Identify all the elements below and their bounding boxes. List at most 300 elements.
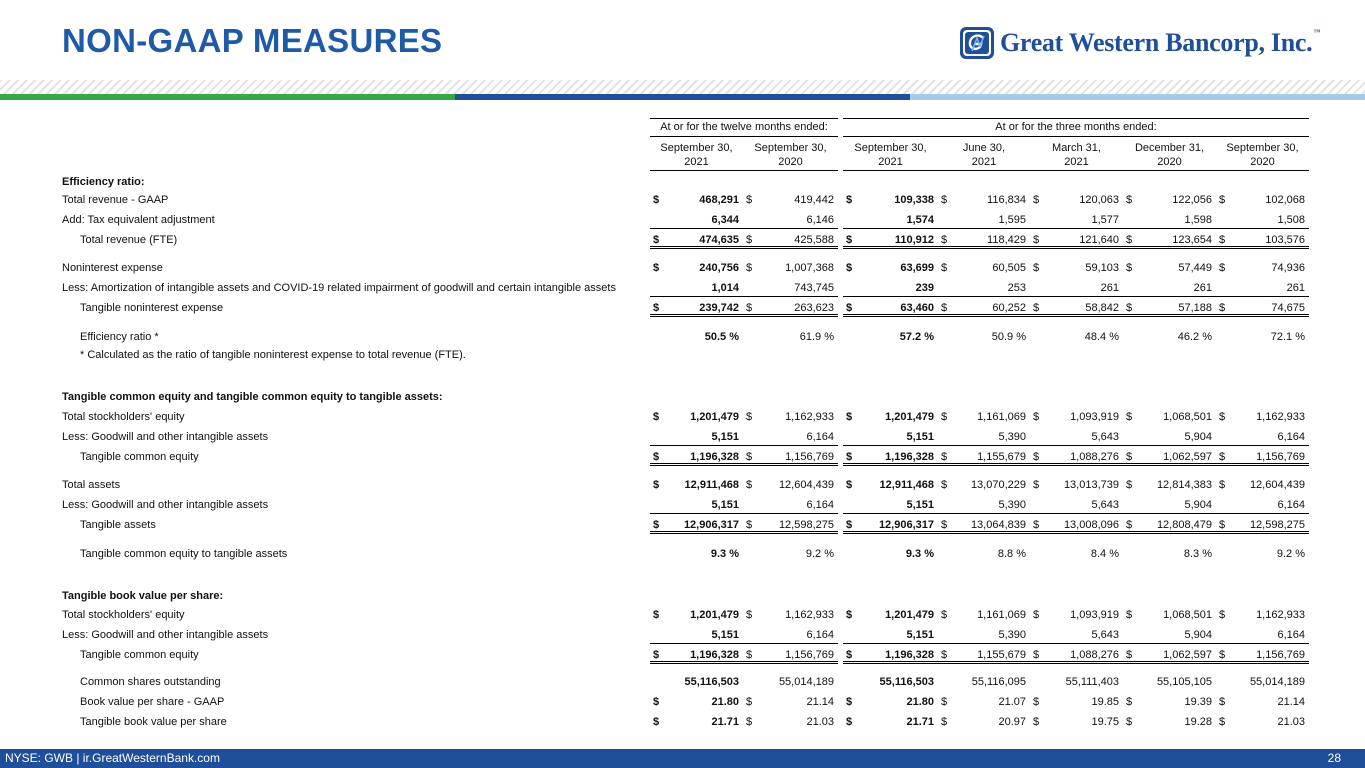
cell-value: 55,116,503 [684,676,739,688]
column-header-line2: 2021 [878,156,903,168]
currency-symbol: $ [941,451,948,463]
cell-value: 8.8 % [997,548,1026,560]
cell-value: 61.9 % [799,331,834,343]
table-cell [938,259,1030,277]
table-cell [938,448,1030,466]
currency-symbol: $ [1219,234,1226,246]
cell-value: 1,196,328 [690,451,739,463]
cell-value: 110,912 [894,234,934,246]
row-label: Tangible common equity to tangible assets [80,548,288,560]
currency-symbol: $ [653,649,660,661]
cell-value: 13,008,096 [1063,519,1119,531]
table-cell [1123,713,1216,731]
cell-value: 57.2 % [899,331,934,343]
table-cell [1216,626,1309,644]
table-cell [743,626,838,644]
currency-symbol: $ [1126,262,1133,274]
table-row [0,299,1365,317]
table-cell [650,626,743,644]
cell-value: 261 [1100,282,1119,294]
table-cell [938,211,1030,229]
cell-value: 109,338 [894,194,934,206]
cell-value: 48.4 % [1084,331,1119,343]
table-cell [1216,231,1309,249]
column-header [843,141,938,171]
cell-value: 21.71 [711,716,739,728]
row-label: Common shares outstanding [80,676,221,688]
cell-value: 1,014 [711,282,739,294]
table-cell [650,693,743,711]
currency-symbol: $ [1126,234,1133,246]
row-label: Total revenue - GAAP [62,194,169,206]
currency-symbol: $ [1126,696,1133,708]
cell-value: 5,390 [998,499,1026,511]
table-cell [1216,259,1309,277]
currency-symbol: $ [1219,194,1226,206]
currency-symbol: $ [1219,716,1226,728]
table-cell [1030,408,1123,426]
currency-symbol: $ [846,609,853,621]
table-row [0,626,1365,644]
table-cell [1030,191,1123,209]
table-row [0,231,1365,249]
table-cell [1123,428,1216,446]
cell-value: 5,904 [1184,499,1212,511]
table-cell [1030,428,1123,446]
table-row [0,191,1365,209]
column-header-line1: March 31, [1052,142,1101,154]
currency-symbol: $ [941,696,948,708]
cell-value: 5,904 [1184,629,1212,641]
table-cell [938,408,1030,426]
currency-symbol: $ [941,716,948,728]
currency-symbol: $ [941,649,948,661]
row-label: Tangible noninterest expense [80,302,224,314]
table-cell [1030,673,1123,691]
cell-value: 263,623 [794,302,834,314]
cell-value: 1,162,933 [785,411,834,423]
table-cell [1216,693,1309,711]
column-header-line2: 2020 [1250,156,1275,168]
cell-value: 74,936 [1271,262,1305,274]
table-cell [650,606,743,624]
table-cell [938,516,1030,534]
table-cell [843,448,938,466]
table-cell [938,545,1030,563]
gwb-logo-icon [960,27,994,59]
table-cell [1123,279,1216,297]
cell-value: 1,574 [906,214,934,226]
column-header-line1: September 30, [1226,142,1299,154]
cell-value: 6,344 [711,214,739,226]
currency-symbol: $ [1126,609,1133,621]
table-cell [650,231,743,249]
cell-value: 55,116,095 [971,676,1026,688]
column-header-line2: 2020 [1157,156,1182,168]
currency-symbol: $ [1219,479,1226,491]
cell-value: 1,156,769 [1256,649,1305,661]
row-label: * Calculated as the ratio of tangible noninterest expense to total revenue (FTE). [80,349,466,361]
column-header-line1: December 31, [1134,142,1205,154]
currency-symbol: $ [1033,696,1040,708]
table-cell [843,328,938,346]
page-number: 28 [1327,751,1341,765]
table-cell [650,496,743,514]
row-label: Efficiency ratio * [80,331,159,343]
currency-symbol: $ [746,194,753,206]
column-header [743,141,838,171]
cell-value: 13,013,739 [1063,479,1119,491]
table-cell [650,516,743,534]
currency-symbol: $ [1126,194,1133,206]
cell-value: 63,460 [900,302,934,314]
table-cell [743,476,838,494]
cell-value: 5,643 [1091,629,1119,641]
table-cell [1123,448,1216,466]
table-row [0,545,1365,563]
currency-symbol: $ [653,609,660,621]
table-cell [938,231,1030,249]
group-header-twelve-months: At or for the twelve months ended: [650,118,838,137]
table-cell [1123,476,1216,494]
table-cell [650,545,743,563]
cell-value: 12,911,468 [879,479,934,491]
row-label: Noninterest expense [62,262,163,274]
cell-value: 9.2 % [805,548,834,560]
group-header-three-months: At or for the three months ended: [843,118,1309,137]
table-cell [1123,606,1216,624]
currency-symbol: $ [846,519,853,531]
table-cell [743,448,838,466]
row-label: Tangible book value per share [80,716,227,728]
currency-symbol: $ [1219,519,1226,531]
currency-symbol: $ [1126,411,1133,423]
cell-value: 59,103 [1085,262,1119,274]
currency-symbol: $ [653,479,660,491]
table-cell [743,516,838,534]
table-cell [1123,646,1216,664]
table-cell [1123,328,1216,346]
table-cell [1123,496,1216,514]
cell-value: 6,164 [806,499,834,511]
table-cell [743,693,838,711]
table-cell [843,279,938,297]
table-cell [843,408,938,426]
cell-value: 21.03 [1277,716,1305,728]
currency-symbol: $ [846,451,853,463]
currency-symbol: $ [846,411,853,423]
cell-value: 239 [915,282,934,294]
table-cell [938,299,1030,317]
currency-symbol: $ [1126,649,1133,661]
table-cell [843,259,938,277]
cell-value: 12,808,479 [1156,519,1212,531]
currency-symbol: $ [1033,649,1040,661]
cell-value: 1,196,328 [885,451,934,463]
table-cell [1123,673,1216,691]
cell-value: 120,063 [1079,194,1119,206]
currency-symbol: $ [1126,479,1133,491]
row-label: Tangible book value per share: [62,590,224,602]
table-cell [1030,606,1123,624]
row-label: Efficiency ratio: [62,176,145,188]
light-blue-stripe [910,94,1365,100]
table-cell [743,606,838,624]
cell-value: 12,598,275 [1249,519,1305,531]
table-cell [1030,328,1123,346]
currency-symbol: $ [846,194,853,206]
table-cell [938,328,1030,346]
cell-value: 1,162,933 [1256,411,1305,423]
table-row [0,496,1365,514]
table-cell [650,448,743,466]
table-cell [650,299,743,317]
row-label: Total stockholders' equity [62,411,185,423]
cell-value: 74,675 [1271,302,1305,314]
cell-value: 55,116,503 [879,676,934,688]
table-cell [650,646,743,664]
table-cell [650,408,743,426]
currency-symbol: $ [746,451,753,463]
table-cell [1030,545,1123,563]
table-cell [743,673,838,691]
table-cell [743,259,838,277]
row-label: Tangible common equity [80,451,199,463]
currency-symbol: $ [1126,302,1133,314]
table-cell [843,545,938,563]
cell-value: 19.28 [1184,716,1212,728]
column-header [1030,141,1123,171]
table-cell [938,673,1030,691]
table-cell [1030,713,1123,731]
cell-value: 57,449 [1178,262,1212,274]
cell-value: 12,598,275 [778,519,834,531]
cell-value: 1,595 [998,214,1026,226]
cell-value: 1,156,769 [785,451,834,463]
table-cell [650,713,743,731]
company-logo [960,26,1320,60]
table-row [0,428,1365,446]
table-cell [650,328,743,346]
cell-value: 5,151 [711,629,739,641]
row-label: Tangible common equity and tangible common equity to tangible assets: [62,391,443,403]
currency-symbol: $ [653,302,660,314]
currency-symbol: $ [1219,649,1226,661]
row-label: Less: Goodwill and other intangible assets [62,431,269,443]
cell-value: 419,442 [794,194,834,206]
column-header-line1: September 30, [754,142,827,154]
currency-symbol: $ [1033,716,1040,728]
cell-value: 19.39 [1184,696,1212,708]
cell-value: 1,508 [1277,214,1305,226]
table-cell [743,328,838,346]
table-cell [743,279,838,297]
currency-symbol: $ [746,479,753,491]
column-header-line1: September 30, [854,142,927,154]
cell-value: 21.03 [806,716,834,728]
cell-value: 1,161,069 [977,609,1026,621]
table-cell [1216,606,1309,624]
cell-value: 123,654 [1172,234,1212,246]
table-cell [938,693,1030,711]
cell-value: 239,742 [699,302,739,314]
column-header [1216,141,1309,171]
currency-symbol: $ [941,302,948,314]
table-cell [743,211,838,229]
column-header [650,141,743,171]
currency-symbol: $ [1219,609,1226,621]
currency-symbol: $ [653,716,660,728]
page-title: NON-GAAP MEASURES [62,22,443,59]
cell-value: 1,155,679 [977,451,1026,463]
table-cell [1216,299,1309,317]
cell-value: 50.5 % [704,331,739,343]
cell-value: 8.4 % [1090,548,1119,560]
row-label: Less: Amortization of intangible assets and COVID-19 related impairment of goodwill and certain intangible assets [62,282,616,294]
currency-symbol: $ [1219,262,1226,274]
currency-symbol: $ [653,519,660,531]
currency-symbol: $ [1033,262,1040,274]
cell-value: 5,390 [998,431,1026,443]
currency-symbol: $ [846,649,853,661]
table-cell [1123,191,1216,209]
table-cell [938,279,1030,297]
currency-symbol: $ [746,302,753,314]
cell-value: 1,201,479 [690,609,739,621]
table-cell [1123,516,1216,534]
cell-value: 58,842 [1085,302,1119,314]
currency-symbol: $ [941,262,948,274]
currency-symbol: $ [746,716,753,728]
table-cell [938,191,1030,209]
cell-value: 121,640 [1079,234,1119,246]
currency-symbol: $ [1126,519,1133,531]
currency-symbol: $ [846,696,853,708]
table-cell [1216,713,1309,731]
table-cell [743,545,838,563]
table-cell [650,191,743,209]
cell-value: 12,814,383 [1156,479,1212,491]
cell-value: 21.71 [906,716,934,728]
currency-symbol: $ [746,609,753,621]
table-cell [1216,408,1309,426]
column-header-line2: 2020 [778,156,803,168]
table-cell [1216,476,1309,494]
cell-value: 6,164 [806,431,834,443]
currency-symbol: $ [653,234,660,246]
cell-value: 6,164 [1277,431,1305,443]
table-cell [743,231,838,249]
currency-symbol: $ [1033,234,1040,246]
cell-value: 5,151 [711,499,739,511]
table-cell [938,606,1030,624]
table-cell [1030,693,1123,711]
table-cell [650,428,743,446]
currency-symbol: $ [653,696,660,708]
cell-value: 5,151 [711,431,739,443]
table-cell [1216,191,1309,209]
table-cell [843,496,938,514]
table-cell [843,476,938,494]
table-cell [650,279,743,297]
table-row [0,328,1365,346]
table-cell [1123,626,1216,644]
row-label: Total assets [62,479,121,491]
cell-value: 240,756 [699,262,739,274]
cell-value: 1,577 [1091,214,1119,226]
logo-text: Great Western Bancorp, Inc.™ [1000,28,1321,57]
table-cell [938,428,1030,446]
table-cell [650,211,743,229]
cell-value: 20.97 [998,716,1026,728]
table-row [0,476,1365,494]
currency-symbol: $ [846,479,853,491]
row-label: Less: Goodwill and other intangible assets [62,499,269,511]
table-cell [1123,259,1216,277]
column-header [1123,141,1216,171]
table-cell [1216,211,1309,229]
currency-symbol: $ [846,302,853,314]
cell-value: 21.07 [998,696,1026,708]
table-cell [843,428,938,446]
cell-value: 6,164 [1277,629,1305,641]
cell-value: 46.2 % [1177,331,1212,343]
cell-value: 5,643 [1091,431,1119,443]
cell-value: 103,576 [1265,234,1305,246]
table-row [0,259,1365,277]
cell-value: 1,007,368 [785,262,834,274]
table-cell [843,713,938,731]
table-cell [650,259,743,277]
cell-value: 1,156,769 [785,649,834,661]
section-heading-row [0,587,1365,605]
table-cell [743,713,838,731]
table-cell [843,299,938,317]
currency-symbol: $ [1033,302,1040,314]
cell-value: 1,155,679 [977,649,1026,661]
cell-value: 1,156,769 [1256,451,1305,463]
table-cell [843,646,938,664]
table-cell [1030,231,1123,249]
table-row [0,693,1365,711]
column-header-line1: June 30, [962,142,1006,154]
table-cell [743,408,838,426]
cell-value: 5,643 [1091,499,1119,511]
table-cell [843,231,938,249]
cell-value: 13,064,839 [970,519,1026,531]
column-header-line1: September 30, [660,142,733,154]
row-label: Total stockholders' equity [62,609,185,621]
cell-value: 50.9 % [991,331,1026,343]
table-cell [1216,516,1309,534]
cell-value: 60,505 [992,262,1026,274]
row-label: Add: Tax equivalent adjustment [62,214,215,226]
table-cell [1030,516,1123,534]
table-cell [1123,231,1216,249]
cell-value: 55,014,189 [1249,676,1305,688]
currency-symbol: $ [1126,716,1133,728]
cell-value: 1,068,501 [1163,609,1212,621]
table-row [0,516,1365,534]
table-cell [843,516,938,534]
row-label: Book value per share - GAAP [80,696,225,708]
cell-value: 122,056 [1172,194,1212,206]
cell-value: 1,598 [1184,214,1212,226]
cell-value: 1,068,501 [1163,411,1212,423]
cell-value: 19.75 [1091,716,1119,728]
table-cell [1123,299,1216,317]
green-stripe [0,94,455,100]
